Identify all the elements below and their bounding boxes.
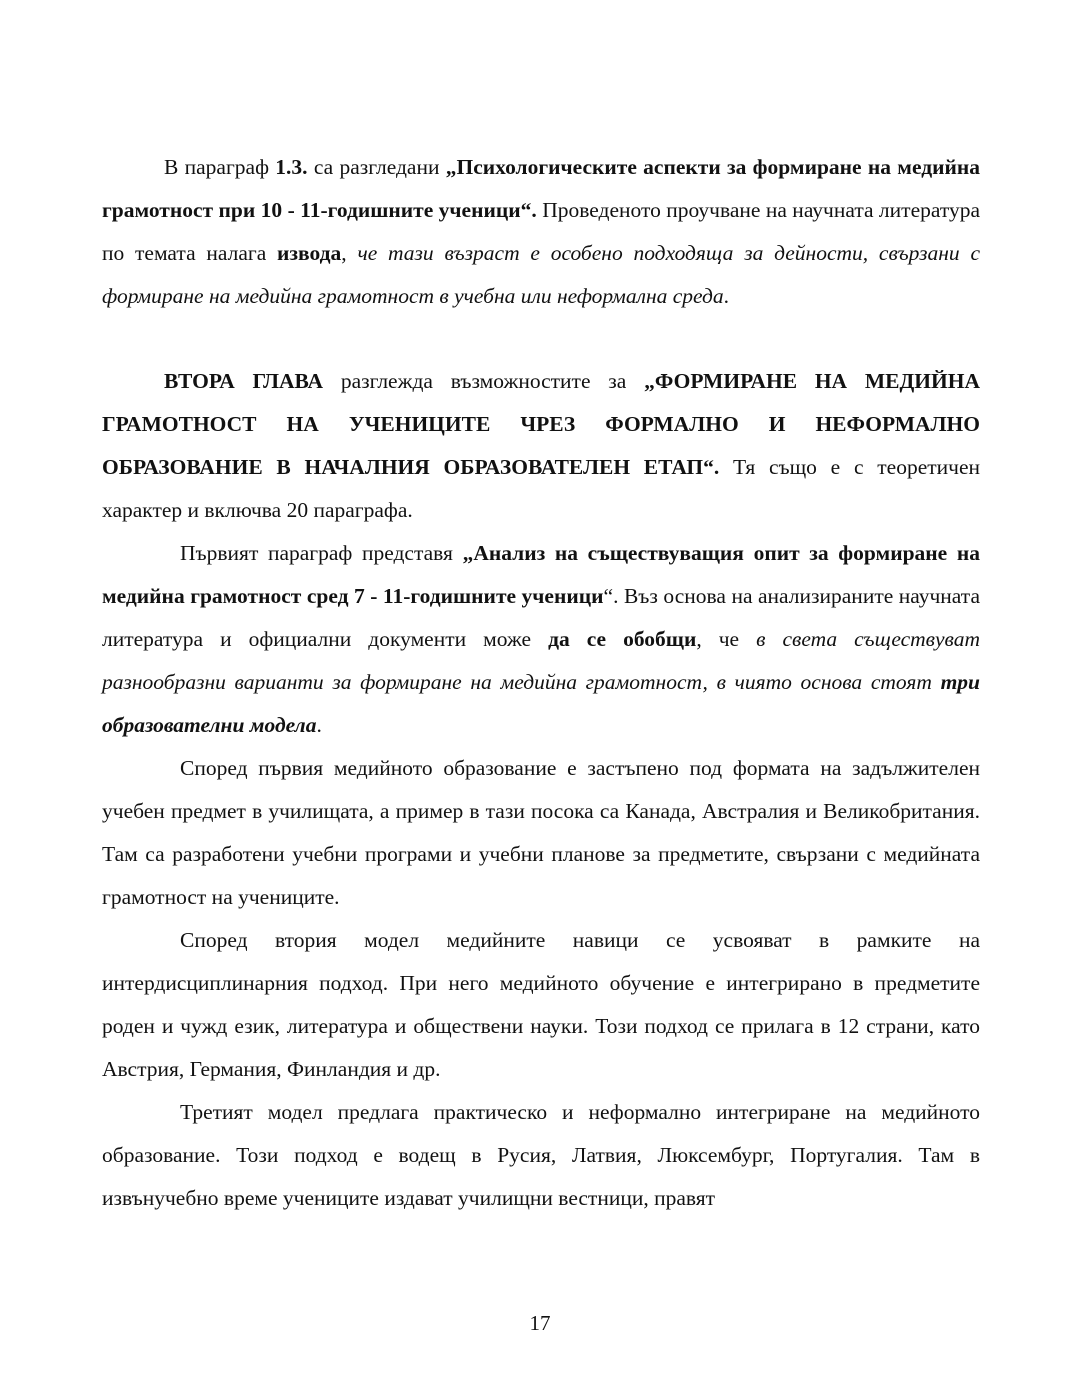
text-run: Проведеното проучване на научната литература по темата налага	[102, 198, 980, 265]
bold-title-run: „Психологическите аспекти за формиране на медийна грамотност при 10 - 11-годишните ученици“.	[102, 155, 980, 222]
paragraph-section-1-3	[102, 146, 980, 318]
document-body	[102, 146, 980, 1220]
text-run: Тя също е с теоретичен характер и включва 20 параграфа.	[102, 455, 980, 522]
text-run: са разгледани	[307, 155, 446, 179]
bold-italic-run: три образователни модела	[102, 670, 980, 737]
bold-run: извода	[277, 241, 342, 265]
bold-run: ВТОРА ГЛАВА	[164, 369, 324, 393]
text-run: , че	[696, 627, 757, 651]
spacer	[102, 318, 980, 360]
bold-run: да се обобщи	[548, 627, 697, 651]
italic-run: в света съществуват разнообразни варианти за формиране на медийна грамотност, в чиято основа стоят	[102, 627, 981, 694]
text-run: .	[723, 284, 730, 308]
text-run: В параграф	[164, 155, 276, 179]
paragraph-first-section	[102, 532, 980, 747]
italic-run: че тази възраст е особено подходяща за дейности, свързани с формиране на медийна грамотност в учебна или неформална среда	[102, 241, 980, 308]
text-run: “. Въз основа на анализираните научната литература и официални документи може	[102, 584, 980, 651]
paragraph-first-model: Според първия медийното образование е застъпено под формата на задължителен учебен предмет в училищата, а пример в тази посока са Канада, Австралия и Великобритания. Там са разработени учебни програми и учебни планове за предметите, свързани с медийната грамотност на учениците.	[102, 756, 980, 909]
text-run: разглежда възможностите за	[323, 369, 645, 393]
page-number: 17	[529, 1311, 551, 1335]
text-run: Първият параграф представя	[180, 541, 463, 565]
bold-title-run: „Анализ на съществуващия опит за формиране на медийна грамотност сред 7 - 11-годишните ученици	[102, 541, 980, 608]
bold-title-run: „ФОРМИРАНЕ НА МЕДИЙНА ГРАМОТНОСТ НА УЧЕНИЦИТЕ ЧРЕЗ ФОРМАЛНО И НЕФОРМАЛНО ОБРАЗОВАНИЕ В НАЧАЛНИЯ ОБРАЗОВАТЕЛЕН ЕТАП“.	[102, 369, 980, 479]
paragraph-second-model: Според втория модел медийните навици се усвояват в рамките на интердисциплинарния подход. При него медийното обучение е интегрирано в предметите роден и чужд език, литература и обществени науки. Този подход се прилага в 12 страни, като Австрия, Германия, Финландия и др.	[102, 928, 980, 1081]
bold-run: 1.3.	[275, 155, 308, 179]
text-run: ,	[341, 241, 358, 265]
text-run: .	[316, 713, 322, 737]
paragraph-third-model: Третият модел предлага практическо и неформално интегриране на медийното образование. Този подход е водещ в Русия, Латвия, Люксембург, Португалия. Там в извънучебно време учениците издават училищни вестници, правят	[102, 1100, 980, 1210]
paragraph-chapter-two	[102, 360, 980, 532]
